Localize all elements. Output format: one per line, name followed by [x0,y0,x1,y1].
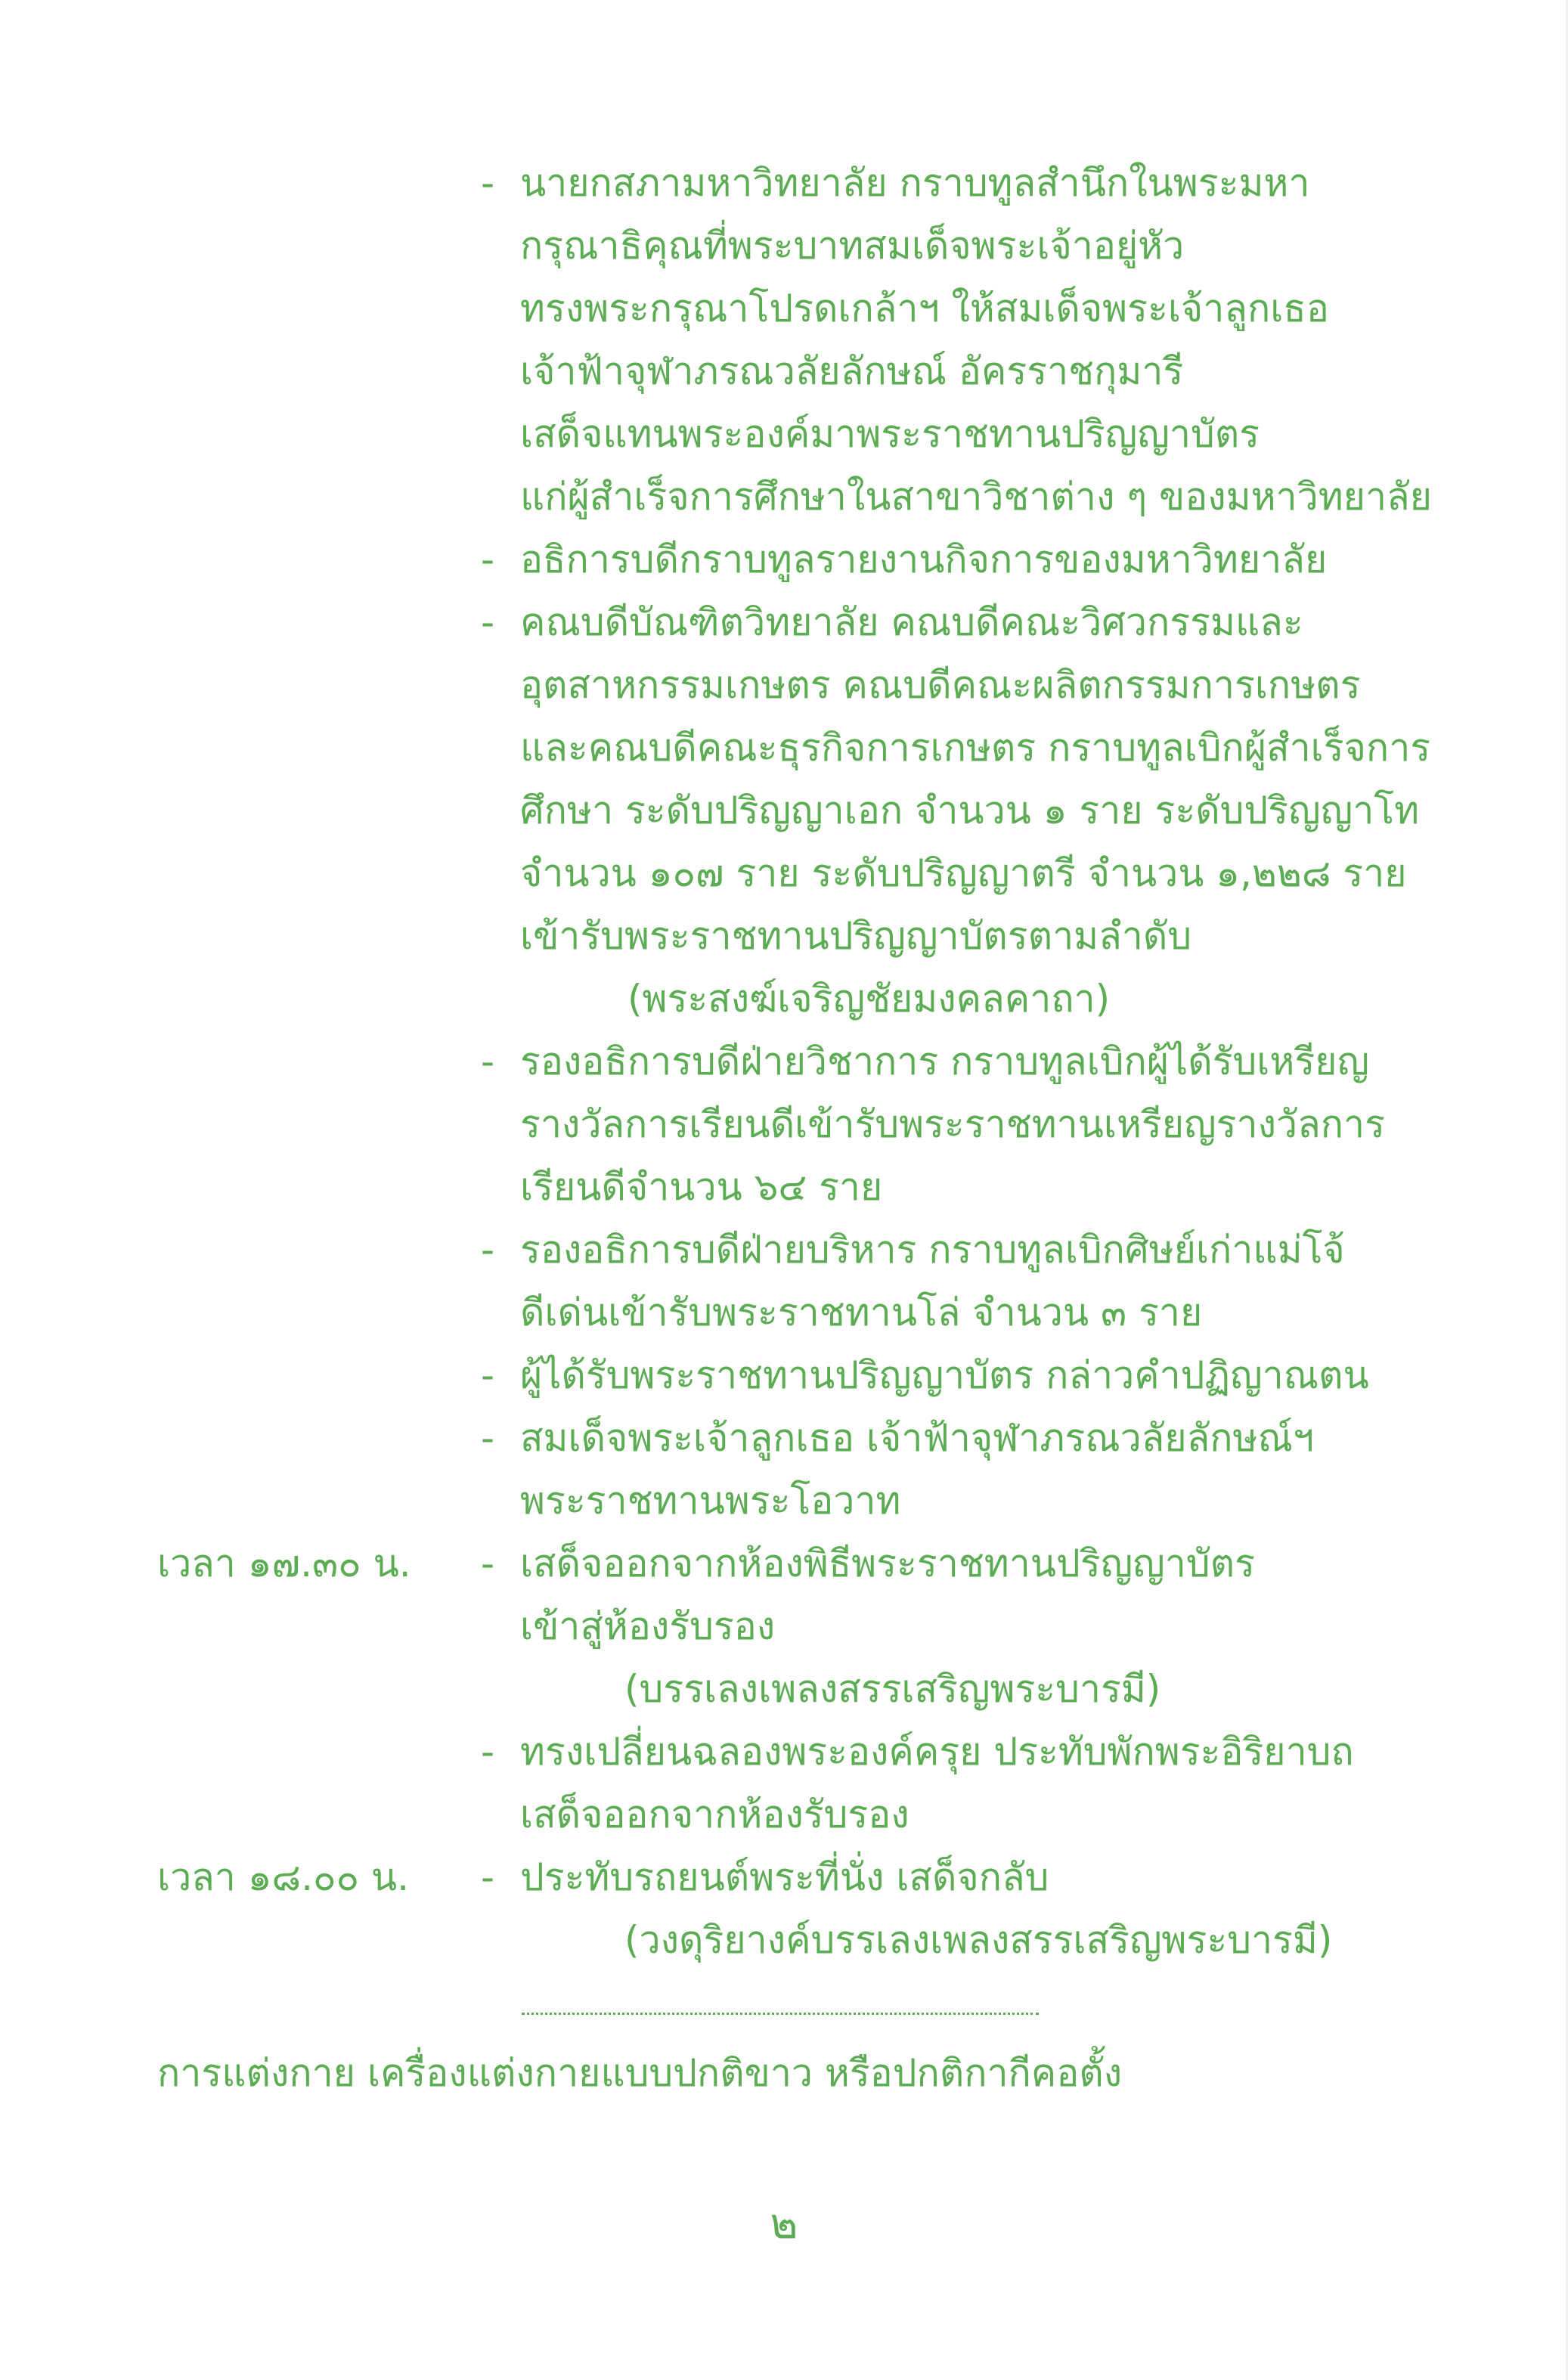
item-text-line: คณบดีบัณฑิตวิทยาลัย คณบดีคณะวิศวกรรมและ [520,600,1303,644]
time-label: เวลา ๑๗.๓๐ น. [157,1542,411,1585]
dotted-separator [522,2013,1039,2015]
bullet-dash: - [481,1353,495,1397]
bullet-dash: - [481,1228,495,1272]
item-text-line: พระราชทานพระโอวาท [520,1479,901,1523]
parenthetical-note: (วงดุริยางค์บรรเลงเพลงสรรเสริญพระบารมี) [624,1918,1333,1962]
bullet-dash: - [481,600,495,644]
bullet-dash: - [481,1855,495,1899]
item-text-line: เข้าสู่ห้องรับรอง [520,1604,776,1648]
item-text-line: ประทับรถยนต์พระที่นั่ง เสด็จกลับ [520,1855,1049,1899]
item-text-line: อุตสาหกรรมเกษตร คณบดีคณะผลิตกรรมการเกษตร [520,663,1361,707]
item-text-line: อธิการบดีกราบทูลรายงานกิจการของมหาวิทยาลัย [520,538,1328,581]
bullet-dash: - [481,1040,495,1083]
dress-code-text: การแต่งกาย เครื่องแต่งกายแบบปกติขาว หรือปกติกากีคอตั้ง [157,2051,1123,2095]
item-text-line: เจ้าฟ้าจุฬาภรณวลัยลักษณ์ อัครราชกุมารี [520,349,1184,393]
item-text-line: ทรงพระกรุณาโปรดเกล้าฯ ให้สมเด็จพระเจ้าลูกเธอ [520,287,1329,330]
item-text-line: รองอธิการบดีฝ่ายวิชาการ กราบทูลเบิกผู้ได้รับเหรียญ [520,1040,1370,1083]
item-text-line: เรียนดีจำนวน ๖๔ ราย [520,1165,883,1209]
time-label: เวลา ๑๘.๐๐ น. [157,1855,409,1899]
parenthetical-note: (พระสงฆ์เจริญชัยมงคลคาถา) [628,977,1111,1021]
item-text-line: ทรงเปลี่ยนฉลองพระองค์ครุย ประทับพักพระอิริยาบถ [520,1730,1354,1774]
item-text-line: เสด็จออกจากห้องรับรอง [520,1793,910,1836]
bullet-dash: - [481,1730,495,1774]
item-text-line: จำนวน ๑๐๗ ราย ระดับปริญญาตรี จำนวน ๑,๒๒๘ ราย [520,851,1407,895]
item-text-line: รางวัลการเรียนดีเข้ารับพระราชทานเหรียญรางวัลการ [520,1102,1385,1146]
item-text-line: เสด็จออกจากห้องพิธีพระราชทานปริญญาบัตร [520,1542,1255,1585]
bullet-dash: - [481,1542,495,1585]
parenthetical-note: (บรรเลงเพลงสรรเสริญพระบารมี) [624,1667,1161,1711]
item-text-line: ผู้ได้รับพระราชทานปริญญาบัตร กล่าวคำปฏิญาณตน [520,1353,1369,1397]
bullet-dash: - [481,161,495,205]
bullet-dash: - [481,1416,495,1460]
item-text-line: เข้ารับพระราชทานปริญญาบัตรตามลำดับ [520,914,1192,958]
item-text-line: ดีเด่นเข้ารับพระราชทานโล่ จำนวน ๓ ราย [520,1291,1203,1334]
item-text-line: และคณบดีคณะธุรกิจการเกษตร กราบทูลเบิกผู้สำเร็จการ [520,726,1431,770]
item-text-line: ศึกษา ระดับปริญญาเอก จำนวน ๑ ราย ระดับปริญญาโท [520,789,1420,832]
item-text-line: แก่ผู้สำเร็จการศึกษาในสาขาวิชาต่าง ๆ ของมหาวิทยาลัย [520,475,1432,519]
item-text-line: เสด็จแทนพระองค์มาพระราชทานปริญญาบัตร [520,412,1260,456]
bullet-dash: - [481,538,495,581]
item-text-line: กรุณาธิคุณที่พระบาทสมเด็จพระเจ้าอยู่หัว [520,224,1185,268]
item-text-line: นายกสภามหาวิทยาลัย กราบทูลสำนึกในพระมหา [520,161,1310,205]
item-text-line: รองอธิการบดีฝ่ายบริหาร กราบทูลเบิกศิษย์เก่าแม่โจ้ [520,1228,1345,1272]
item-text-line: สมเด็จพระเจ้าลูกเธอ เจ้าฟ้าจุฬาภรณวลัยลักษณ์ฯ [520,1416,1314,1460]
page-number: ๒ [770,2199,798,2248]
